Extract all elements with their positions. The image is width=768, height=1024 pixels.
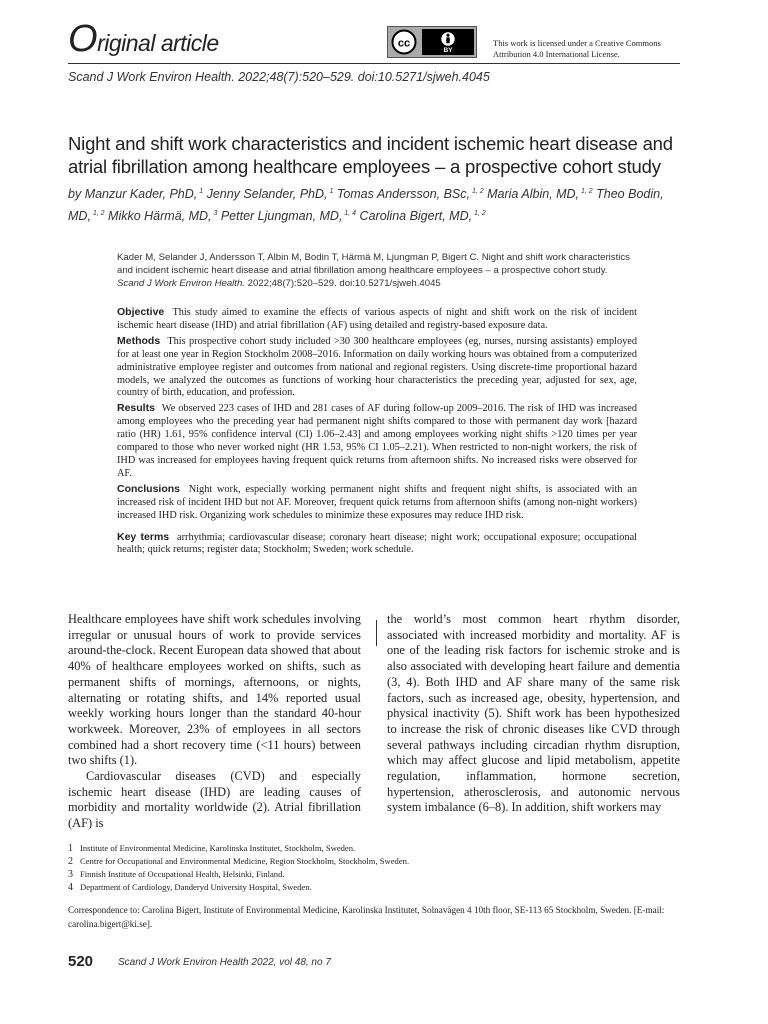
section-rest: riginal article [97,30,219,56]
journal-reference: Scand J Work Environ Health. 2022;48(7):520–529. doi:10.5271/sjweh.4045 [68,70,490,84]
author-affiliation-marker: 1 [197,188,204,195]
author-name: Tomas Andersson, BSc, [336,187,470,202]
conclusions-label: Conclusions [117,482,181,495]
affiliation-number: 1 [68,843,73,854]
author-affiliation-marker: 1, 2 [472,210,486,218]
author-affiliation-marker: 1 [327,188,334,195]
affiliation-number: 2 [68,856,73,867]
section-initial: O [68,18,98,60]
citation-block [117,251,637,290]
objective-label: Objective [117,306,165,318]
affiliation-text: Institute of Environmental Medicine, Karolinska Institutet, Stockholm, Sweden. [80,843,356,853]
citation-details: 2022;48(7):520–529. doi:10.5271/sjweh.4045 [244,278,441,289]
author-name: Carolina Bigert, MD, [359,209,473,224]
by-label: BY [443,46,453,54]
author-name: Jenny Selander, PhD, [206,187,328,202]
author-affiliation-marker: 1, 2 [470,188,484,195]
affiliation-text: Department of Cardiology, Danderyd University Hospital, Sweden. [80,882,312,892]
results-label: Results [117,402,155,415]
body-column-left [68,612,361,832]
correspondence: Correspondence to: Carolina Bigert, Institute of Environmental Medicine, Karolinska Institutet, Solnavägen 4 10th floor, SE-113 65 Stockholm, Sweden. [E-mail: carolina.bigert@ki.se]. [68,905,665,929]
abstract-keyterms [117,531,637,558]
authors-prefix: by [68,187,85,202]
cc-label: cc [397,37,411,50]
objective-text: This study aimed to examine the effects of various aspects of night and shift work on the risk of incident ischemic heart disease (IHD) and atrial fibrillation (AF) using detailed and registry-based exposure data. [117,307,637,331]
results-text: We observed 223 cases of IHD and 281 cases of AF during follow-up 2009–2016. The risk of IHD was increased among employees who the preceding year had permanent night shifts compared to those with permanent day work [hazard ratio (HR) 1.61, 95% confidence interval (CI) 1.06–2.43] and among employees working night shifts >120 times per year compared to those who never worked night (HR 1.53, 95% CI 1.05–2.21). When restricted to non-night workers, the risk of IHD was increased for employees having frequent quick returns from afternoon shifts. No increased risks were observed for AF. [117,403,637,479]
author-affiliation-marker: 1, 2 [90,210,105,218]
body-paragraph: Cardiovascular diseases (CVD) and especially ischemic heart disease (IHD) are leading causes of morbidity and mortality worldwide (2). Atrial fibrillation (AF) is [68,769,361,831]
affiliation-number: 3 [68,869,73,880]
body-column-right [387,612,680,816]
affiliation-item [68,855,688,868]
affiliation-item [68,842,688,855]
methods-text: This prospective cohort study included >30 300 healthcare employees (eg, nurses, nursing assistants) employed for at least one year in Region Stockholm 2008–2016. Information on daily working hours was obtained from a computerized administrative employee register and outcomes from national and regional registers. Using discrete-time proportional hazard models, we analyzed the outcomes as functions of working hour characteristics the preceding year, adjusted for sex, age, country of birth, education, and profession. [117,335,638,399]
body-paragraph: the world’s most common heart rhythm disorder, associated with increased morbidity and mortality. AF is one of the leading risk factors for ischemic stroke and is also associated with developing heart failure and dementia (3, 4). Both IHD and AF share many of the same risk factors, such as increased age, obesity, hypertension, and physical inactivity (5). Shift work has been hypothesized to increase the risk of chronic diseases like CVD through several pathways including circadian rhythm disruption, which may affect glucose and lipid metabolism, appetite regulation, inflammation, hormone secretion, hypertension, atherosclerosis, and autonomic nervous system imbalance (6–8). In addition, shift workers may [387,612,680,815]
article-title: Night and shift work characteristics and incident ischemic heart disease and atrial fibrillation among healthcare employees – a prospective cohort study [68,133,673,177]
abstract-objective [117,306,637,333]
keyterms-label: Key terms [117,530,170,543]
creative-commons-badge[interactable] [387,26,477,58]
methods-label: Methods [117,334,161,347]
conclusions-text: Night work, especially working permanent night shifts and frequent night shifts, is associated with an increased risk of incident IHD but not AF. Moreover, frequent quick returns from afternoon shifts (among non-night workers) increased IHD risk. Organizing work schedules to minimize these exposures may reduce IHD risk. [117,483,637,521]
affiliation-item [68,868,688,881]
page-number: 520 [68,953,94,970]
affiliation-text: Finnish Institute of Occupational Health, Helsinki, Finland. [80,869,285,879]
abstract-results [117,402,637,480]
header-divider [68,63,680,64]
footer-journal-issue: Scand J Work Environ Health 2022, vol 48, no 7 [118,957,331,968]
affiliation-text: Centre for Occupational and Environmental Medicine, Region Stockholm, Stockholm, Sweden. [80,856,410,866]
author-name: Maria Albin, MD, [487,187,580,202]
author-affiliation-marker: 3 [211,210,218,218]
citation-text: Kader M, Selander J, Andersson T, Albin M, Bodin T, Härmä M, Ljungman P, Bigert C. Night and shift work characteristics and incident ischemic heart disease and atrial fibrillation among healthcare employees – a prospective cohort study. [117,252,630,276]
abstract-methods [117,335,637,401]
license-text: This work is licensed under a Creative Commons Attribution 4.0 International License. [493,38,661,59]
author-name: Mikko Härmä, MD, [108,209,212,224]
abstract-conclusions [117,483,637,523]
column-divider [376,620,377,646]
cc-icon [388,27,420,57]
body-paragraph: Healthcare employees have shift work schedules involving irregular or unusual hours of work to provide services around-the-clock. Recent European data showed that about 40% of healthcare employees worked on shifts, such as permanent shifts of mornings, afternoons, or nights, alternating or rotating shifts, and 14% reported usual weekly working hours longer than the standard 40-hour workweek. Moreover, 23% of employees in all sectors combined had a short recovery time (<11 hours) between two shifts (1). [68,612,361,768]
author-affiliation-marker: 1, 4 [342,210,357,218]
author-affiliation-marker: 1, 2 [579,188,593,195]
affiliations [68,842,688,894]
affiliation-item [68,881,688,894]
author-name: Petter Ljungman, MD, [220,209,343,224]
affiliation-number: 4 [68,882,73,893]
keyterms-text: arrhythmia; cardiovascular disease; coronary heart disease; night work; occupational exposure; occupational health; quick returns; register data; Stockholm; Sweden; work schedule. [117,531,638,556]
author-name: Manzur Kader, PhD, [84,187,198,202]
section-label [68,18,219,61]
author-name: Theo Bodin, MD, [68,187,664,224]
author-list [68,182,688,226]
citation-journal: Scand J Work Environ Health. [117,278,245,289]
by-icon [422,29,474,55]
abstract [117,306,637,559]
